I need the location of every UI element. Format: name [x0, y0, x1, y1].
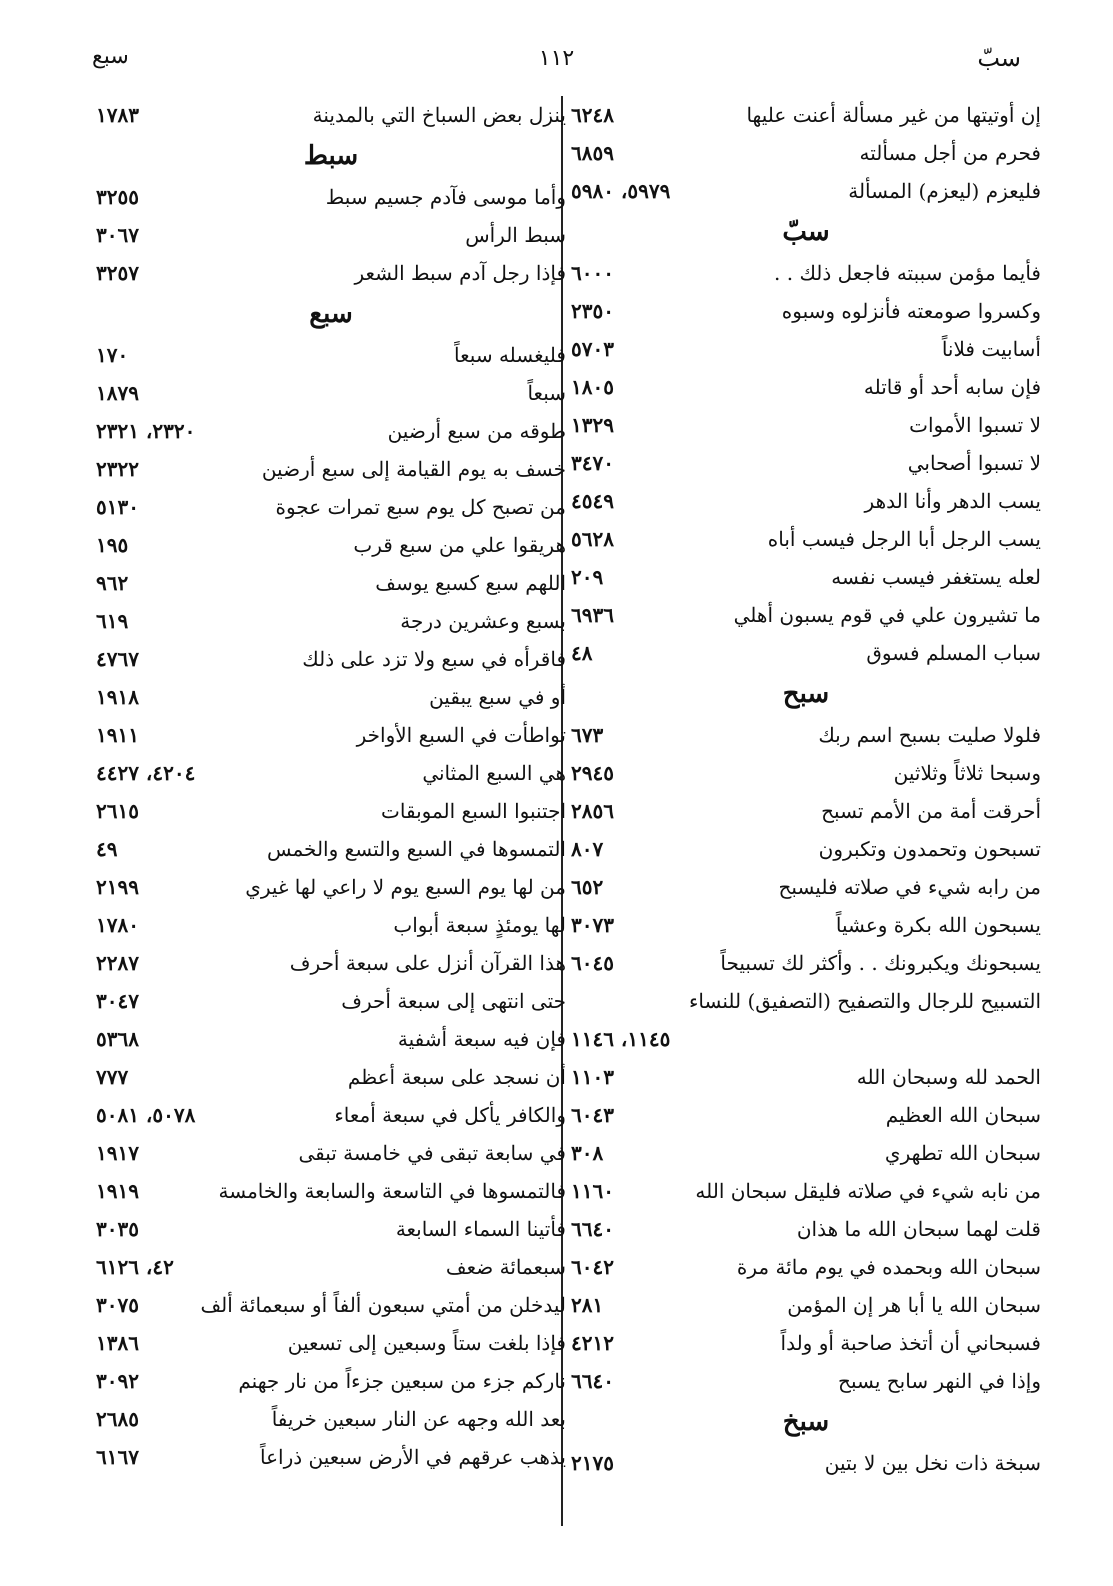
entry-text: سباب المسلم فسوق — [866, 641, 1041, 665]
entry-reference: ٣٠٨ — [571, 1141, 604, 1165]
entry-text: فاقرأه في سبع ولا تزد على ذلك — [302, 647, 566, 671]
entry-text: لعله يستغفر فيسب نفسه — [831, 565, 1041, 589]
index-entry — [571, 134, 1041, 172]
entry-reference: ١٧٠ — [96, 343, 129, 367]
index-entry — [571, 1096, 1041, 1134]
entry-reference: ١٣٨٦ — [96, 1331, 139, 1355]
entry-text: بعد الله وجهه عن النار سبعين خريفاً — [271, 1407, 566, 1431]
entry-text: خسف به يوم القيامة إلى سبع أرضين — [261, 457, 566, 481]
entry-text: فأتينا السماء السابعة — [395, 1217, 566, 1241]
entry-reference: ٣٠٦٧ — [96, 223, 139, 247]
entry-text: فسبحاني أن أتخذ صاحبة أو ولداً — [780, 1331, 1041, 1355]
entry-reference: ٣٠٤٧ — [96, 989, 139, 1013]
entry-text: إن أوتيتها من غير مسألة أعنت عليها — [746, 103, 1041, 127]
entry-reference: ٤٢، ٦١٢٦ — [96, 1255, 174, 1279]
entry-reference: ٦١٩ — [96, 609, 129, 633]
index-entry — [571, 792, 1041, 830]
entry-text: سبعمائة ضعف — [445, 1255, 566, 1279]
entry-reference: ٦٩٣٦ — [571, 603, 614, 627]
entry-text: وإذا في النهر سابح يسبح — [838, 1369, 1041, 1393]
entry-reference: ٦٦٤٠ — [571, 1369, 614, 1393]
entry-text: فالتمسوها في التاسعة والسابعة والخامسة — [218, 1179, 566, 1203]
index-entry — [96, 450, 566, 488]
index-entry — [571, 558, 1041, 596]
entry-reference: ٣٠٣٥ — [96, 1217, 139, 1241]
entry-text: وكسروا صومعته فأنزلوه وسبوه — [781, 299, 1041, 323]
index-entry — [571, 96, 1041, 134]
entry-text: فإذا بلغت ستاً وسبعين إلى تسعين — [287, 1331, 566, 1355]
entry-text: اللهم سبع كسبع يوسف — [375, 571, 566, 595]
section-heading: سبط — [303, 141, 359, 171]
entry-reference: ٣٢٥٧ — [96, 261, 139, 285]
entry-reference: ١٣٢٩ — [571, 413, 614, 437]
section-heading: سبّ — [782, 217, 830, 247]
entry-reference: ٥٩٧٩، ٥٩٨٠ — [571, 179, 671, 203]
entry-text: من لها يوم السبع يوم لا راعي لها غيري — [245, 875, 566, 899]
entry-reference: ٣٠٩٢ — [96, 1369, 139, 1393]
index-entry — [571, 982, 1041, 1020]
entry-text: يسبحونك ويكبرونك . . وأكثر لك تسبيحاً — [720, 951, 1041, 975]
entry-reference: ٢٠٩ — [571, 565, 604, 589]
entry-reference: ٦٠٤٢ — [571, 1255, 614, 1279]
index-entry — [96, 602, 566, 640]
index-entry — [96, 982, 566, 1020]
entry-reference: ٣٤٧٠ — [571, 451, 614, 475]
entry-text: وسبحا ثلاثاً وثلاثين — [893, 761, 1041, 785]
entry-reference: ٤٨ — [571, 641, 593, 665]
entry-text: سبط الرأس — [465, 223, 566, 247]
entry-reference: ٢١٩٩ — [96, 875, 139, 899]
entry-reference: ٤٧٦٧ — [96, 647, 139, 671]
section-heading: سبح — [782, 679, 830, 709]
entry-reference: ١٨٧٩ — [96, 381, 139, 405]
index-entry — [571, 1210, 1041, 1248]
index-entry — [571, 1362, 1041, 1400]
entry-text: يسب الرجل أبا الرجل فيسب أباه — [767, 527, 1041, 551]
entry-text: لا تسبوا أصحابي — [907, 451, 1041, 475]
index-entry — [96, 1172, 566, 1210]
entry-text: لا تسبوا الأموات — [909, 413, 1041, 437]
index-entry — [96, 1096, 566, 1134]
entry-reference: ٢٨١ — [571, 1293, 604, 1317]
entry-reference: ١٩١٨ — [96, 685, 139, 709]
entry-text: لها يومئذٍ سبعة أبواب — [393, 913, 566, 937]
entry-reference: ٧٧٧ — [96, 1065, 129, 1089]
entry-reference: ١٩١١ — [96, 723, 139, 747]
entry-text: من تصبح كل يوم سبع تمرات عجوة — [275, 495, 566, 519]
index-entry — [571, 330, 1041, 368]
entry-reference: ١٧٨٣ — [96, 103, 139, 127]
entry-reference: ٢٦١٥ — [96, 799, 139, 823]
entry-reference: ١١٦٠ — [571, 1179, 614, 1203]
index-entry — [571, 1248, 1041, 1286]
index-entry — [571, 1134, 1041, 1172]
entry-reference: ٢٩٤٥ — [571, 761, 614, 785]
entry-reference: ٥٦٢٨ — [571, 527, 614, 551]
entry-reference: ٤٢١٢ — [571, 1331, 614, 1355]
entry-text: سبحان الله العظيم — [885, 1103, 1041, 1127]
index-entry — [571, 596, 1041, 634]
index-entry — [96, 754, 566, 792]
entry-text: اجتنبوا السبع الموبقات — [381, 799, 566, 823]
index-entry — [96, 178, 566, 216]
index-entry — [571, 1058, 1041, 1096]
entry-text: هريقوا علي من سبع قرب — [353, 533, 566, 557]
entry-text: هي السبع المثاني — [422, 761, 566, 785]
index-entry — [571, 482, 1041, 520]
entry-text: فإن سابه أحد أو قاتله — [863, 375, 1041, 399]
index-entry — [96, 944, 566, 982]
index-entry — [96, 792, 566, 830]
index-entry — [571, 254, 1041, 292]
entry-text: فإن فيه سبعة أشفية — [397, 1027, 566, 1051]
entry-reference: ٢١٧٥ — [571, 1451, 614, 1475]
index-entry — [571, 292, 1041, 330]
index-entry — [96, 868, 566, 906]
entry-text: فليغسله سبعاً — [454, 343, 566, 367]
section-heading: سبع — [309, 299, 353, 329]
entry-reference: ٦٠٤٥ — [571, 951, 614, 975]
index-entry — [571, 444, 1041, 482]
index-entry — [571, 944, 1041, 982]
header-left-keyword: سبع — [92, 44, 129, 69]
entry-text: سبحان الله وبحمده في يوم مائة مرة — [736, 1255, 1041, 1279]
entry-reference: ٥٧٠٣ — [571, 337, 614, 361]
index-entry — [571, 1444, 1041, 1482]
entry-reference: ٣٠٧٣ — [571, 913, 614, 937]
entry-text: سبعاً — [527, 381, 566, 405]
index-entry — [96, 1438, 566, 1476]
entry-text: ما تشيرون علي في قوم يسبون أهلي — [733, 603, 1041, 627]
index-entry — [571, 1172, 1041, 1210]
entry-text: ليدخلن من أمتي سبعون ألفاً أو سبعمائة ألف — [200, 1293, 566, 1317]
index-entry — [571, 368, 1041, 406]
index-entry — [96, 906, 566, 944]
entry-text: من نابه شيء في صلاته فليقل سبحان الله — [695, 1179, 1041, 1203]
entry-text: حتى انتهى إلى سبعة أحرف — [341, 989, 566, 1013]
entry-text: تواطأت في السبع الأواخر — [356, 723, 566, 747]
index-entry — [571, 1286, 1041, 1324]
index-entry — [96, 1058, 566, 1096]
index-entry — [571, 520, 1041, 558]
entry-text: طوقه من سبع أرضين — [387, 419, 566, 443]
entry-reference: ٦٥٢ — [571, 875, 604, 899]
index-entry — [96, 1020, 566, 1058]
entry-text: التمسوها في السبع والتسع والخمس — [266, 837, 566, 861]
entry-reference: ٤٩ — [96, 837, 118, 861]
entry-text: سبخة ذات نخل بين لا بتين — [824, 1451, 1041, 1475]
entry-text: يسبحون الله بكرة وعشياً — [835, 913, 1041, 937]
index-entry — [571, 172, 1041, 210]
entry-reference: ٥٠٧٨، ٥٠٨١ — [96, 1103, 196, 1127]
entry-reference: ٢٦٨٥ — [96, 1407, 139, 1431]
entry-reference: ١٩١٧ — [96, 1141, 139, 1165]
entry-text: أحرقت أمة من الأمم تسبح — [821, 799, 1041, 823]
entry-reference: ٢٣٢٠، ٢٣٢١ — [96, 419, 196, 443]
entry-text: سبحان الله تطهري — [884, 1141, 1041, 1165]
index-entry — [571, 634, 1041, 672]
entry-reference: ١٩٥ — [96, 533, 129, 557]
right-column — [571, 96, 1041, 1482]
entry-text: التسبيح للرجال والتصفيح (التصفيق) للنساء — [689, 989, 1041, 1013]
entry-text: فحرم من أجل مسألته — [859, 141, 1041, 165]
entry-reference: ٣٠٧٥ — [96, 1293, 139, 1317]
index-entry — [96, 216, 566, 254]
index-entry — [96, 336, 566, 374]
entry-text: يذهب عرقهم في الأرض سبعين ذراعاً — [260, 1445, 566, 1469]
entry-reference: ٦٨٥٩ — [571, 141, 614, 165]
index-entry — [96, 488, 566, 526]
entry-text: وأما موسى فآدم جسيم سبط — [325, 185, 566, 209]
entry-text: فأيما مؤمن سببته فاجعل ذلك . . — [774, 261, 1041, 285]
index-entry — [571, 716, 1041, 754]
index-entry — [96, 678, 566, 716]
entry-reference: ٤٢٠٤، ٤٤٢٧ — [96, 761, 196, 785]
entry-reference: ٢٢٨٧ — [96, 951, 139, 975]
entry-reference: ٨٠٧ — [571, 837, 604, 861]
index-entry — [571, 868, 1041, 906]
index-entry — [96, 1400, 566, 1438]
index-entry — [571, 754, 1041, 792]
entry-reference: ١٨٠٥ — [571, 375, 614, 399]
entry-text: قلت لهما سبحان الله ما هذان — [796, 1217, 1041, 1241]
entry-text: في سابعة تبقى في خامسة تبقى — [298, 1141, 566, 1165]
entry-text: فليعزم (ليعزم) المسألة — [848, 179, 1041, 203]
entry-text: أو في سبع يبقين — [429, 685, 566, 709]
entry-text: بسبع وعشرين درجة — [400, 609, 566, 633]
index-entry — [96, 1286, 566, 1324]
header-right-keyword: سبّ — [977, 44, 1021, 72]
index-entry — [96, 830, 566, 868]
index-entry — [96, 1134, 566, 1172]
entry-reference: ١٧٨٠ — [96, 913, 139, 937]
entry-reference: ٦٧٣ — [571, 723, 604, 747]
entry-reference: ٣٢٥٥ — [96, 185, 139, 209]
entry-reference: ١١٠٣ — [571, 1065, 614, 1089]
index-entry — [96, 1210, 566, 1248]
entry-text: من رابه شيء في صلاته فليسبح — [778, 875, 1041, 899]
entry-reference: ٢٨٥٦ — [571, 799, 614, 823]
index-entry — [96, 716, 566, 754]
entry-text: تسبحون وتحمدون وتكبرون — [818, 837, 1041, 861]
entry-text: والكافر يأكل في سبعة أمعاء — [334, 1103, 566, 1127]
index-entry — [571, 906, 1041, 944]
index-entry — [96, 564, 566, 602]
index-entry — [96, 1324, 566, 1362]
index-entry — [96, 526, 566, 564]
left-column — [96, 96, 566, 1476]
index-entry — [571, 406, 1041, 444]
entry-text: أن نسجد على سبعة أعظم — [347, 1065, 566, 1089]
index-entry — [96, 640, 566, 678]
entry-reference: ٦٦٤٠ — [571, 1217, 614, 1241]
page-header — [60, 42, 1053, 82]
index-entry — [96, 1248, 566, 1286]
entry-text: سبحان الله يا أبا هر إن المؤمن — [787, 1293, 1041, 1317]
index-entry — [571, 1324, 1041, 1362]
entry-reference: ٢٣٢٢ — [96, 457, 139, 481]
entry-text: فلولا صليت بسبح اسم ربك — [818, 723, 1041, 747]
entry-reference: ٦٢٤٨ — [571, 103, 614, 127]
index-entry — [571, 830, 1041, 868]
entry-reference: ٥١٣٠ — [96, 495, 139, 519]
entry-text: يسب الدهر وأنا الدهر — [864, 489, 1041, 513]
index-entry — [96, 96, 566, 134]
entry-text: ناركم جزء من سبعين جزءاً من نار جهنم — [238, 1369, 566, 1393]
entry-text: ينزل بعض السباخ التي بالمدينة — [312, 103, 566, 127]
index-entry — [96, 374, 566, 412]
index-entry — [96, 254, 566, 292]
index-entry — [96, 412, 566, 450]
entry-reference: ٦٠٠٠ — [571, 261, 614, 285]
index-entry — [571, 1020, 1041, 1058]
entry-text: الحمد لله وسبحان الله — [856, 1065, 1041, 1089]
entry-reference: ٦١٦٧ — [96, 1445, 139, 1469]
section-heading: سبخ — [782, 1407, 830, 1437]
entry-reference: ٩٦٢ — [96, 571, 129, 595]
entry-reference: ٢٣٥٠ — [571, 299, 614, 323]
entry-reference: ٦٠٤٣ — [571, 1103, 614, 1127]
entry-reference: ٤٥٤٩ — [571, 489, 614, 513]
entry-text: هذا القرآن أنزل على سبعة أحرف — [289, 951, 566, 975]
index-entry — [96, 1362, 566, 1400]
entry-text: أسابيت فلاناً — [941, 337, 1041, 361]
entry-reference: ١٩١٩ — [96, 1179, 139, 1203]
entry-reference: ١١٤٥، ١١٤٦ — [571, 1027, 671, 1051]
entry-text: فإذا رجل آدم سبط الشعر — [354, 261, 566, 285]
entry-reference: ٥٣٦٨ — [96, 1027, 139, 1051]
page-number: ١١٢ — [538, 46, 575, 71]
